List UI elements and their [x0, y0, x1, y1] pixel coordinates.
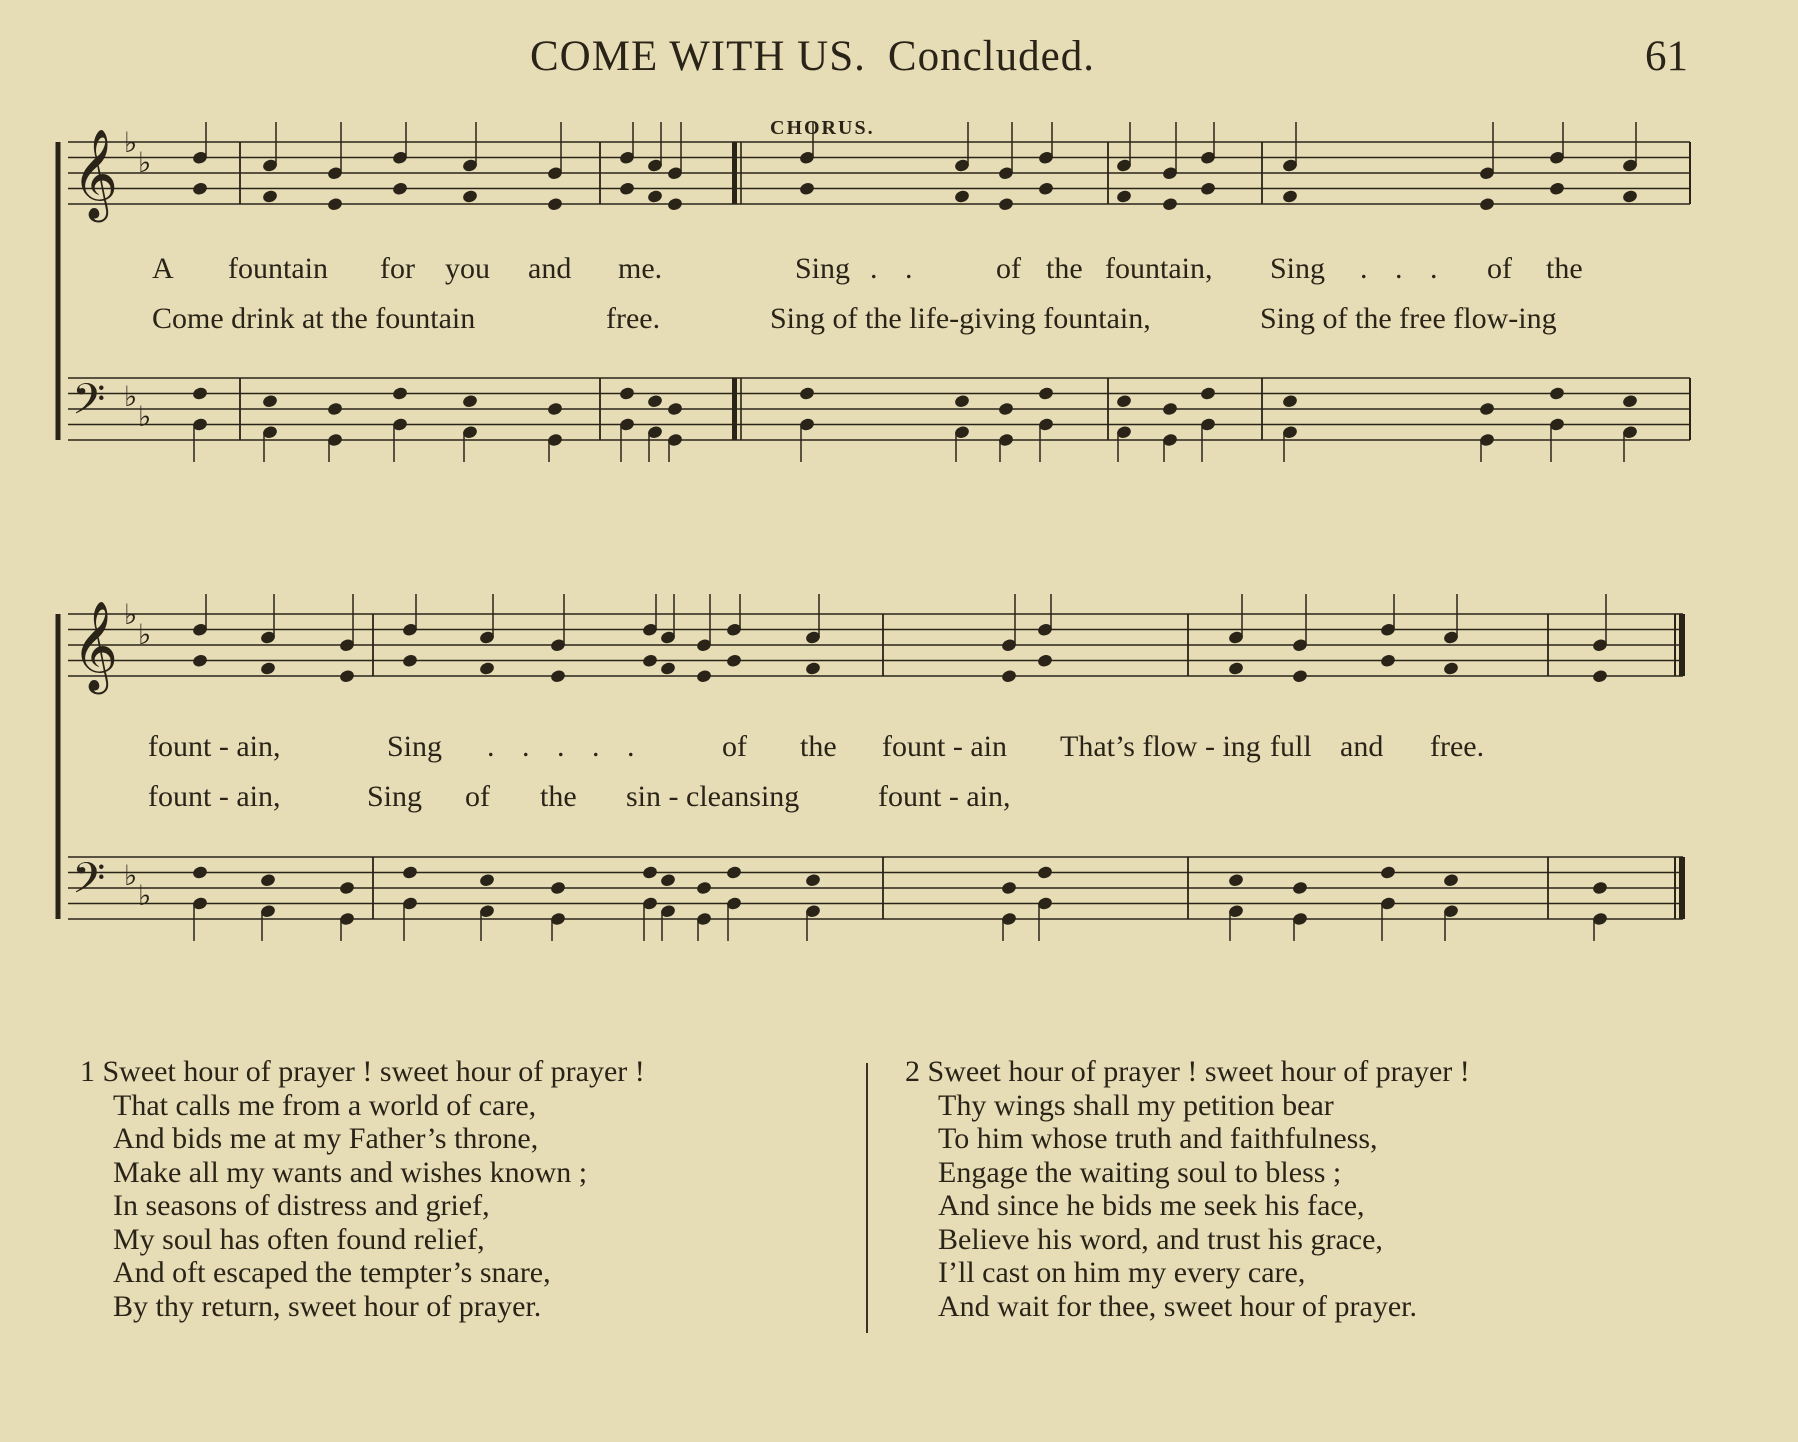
verse-2-line-5: And since he bids me seek his face,	[938, 1189, 1365, 1222]
note-head	[192, 653, 209, 668]
verse-2-line-7: I’ll cast on him my every care,	[938, 1256, 1306, 1289]
lyric-syllable: and	[1340, 730, 1384, 763]
note-head	[402, 865, 419, 880]
verse-2-line-8: And wait for thee, sweet hour of prayer.	[938, 1289, 1418, 1323]
lyric-syllable: .	[557, 730, 565, 763]
note-head	[667, 401, 684, 416]
lyric-syllable: of	[996, 252, 1021, 285]
note-head	[192, 865, 209, 880]
note-head	[998, 401, 1015, 416]
note-head	[550, 669, 567, 684]
lyric-syllable: and	[528, 252, 572, 285]
note-head	[1592, 669, 1609, 684]
lyric-syllable: .	[627, 730, 635, 763]
note-head	[392, 386, 409, 401]
lyric-syllable: the	[800, 730, 837, 763]
flat-icon: ♭	[138, 148, 152, 179]
note-head	[1549, 386, 1566, 401]
note-head	[998, 197, 1015, 212]
note-head	[392, 181, 409, 196]
lyric-syllable: .	[487, 730, 495, 763]
lyric-syllable: Sing	[1270, 252, 1326, 285]
song-subtitle: Concluded.	[887, 33, 1095, 80]
final-bar	[1679, 857, 1685, 919]
note-head	[1001, 880, 1018, 895]
lyric-syllable: Sing of the free flow-ing	[1260, 302, 1557, 335]
verse-1-line-6: My soul has often found relief,	[113, 1222, 485, 1256]
lyric-syllable: .	[1395, 252, 1403, 285]
note-head	[260, 661, 277, 676]
lyric-syllable: That’s flow - ing	[1060, 730, 1261, 763]
lyric-syllable: the	[1046, 252, 1083, 285]
note-head	[339, 669, 356, 684]
note-head	[1228, 873, 1245, 888]
note-head	[1479, 401, 1496, 416]
staves	[58, 128, 1690, 919]
note-head	[479, 661, 496, 676]
note-head	[642, 653, 659, 668]
verse-1-line-7: And oft escaped the tempter’s snare,	[113, 1256, 551, 1289]
note-head	[547, 401, 564, 416]
lyric-syllable: fount - ain,	[148, 780, 281, 813]
verse-divider	[866, 1063, 868, 1333]
note-head	[260, 873, 277, 888]
note-head	[1162, 401, 1179, 416]
lyric-syllable: .	[870, 252, 878, 285]
treble-clef-icon: 𝄞	[72, 130, 119, 217]
note-head	[339, 880, 356, 895]
verse-2	[905, 1055, 1470, 1323]
note-head	[726, 653, 743, 668]
verse-1	[80, 1055, 645, 1323]
note-head	[1038, 181, 1055, 196]
verse-2-line-1	[905, 1055, 1470, 1089]
note-head	[1292, 880, 1309, 895]
lyric-syllable: .	[592, 730, 600, 763]
verse-text: Sweet hour of prayer ! sweet hour of prayer !	[927, 1055, 1470, 1088]
note-head	[647, 394, 664, 409]
verse-2-line-2: Thy wings shall my petition bear	[938, 1088, 1334, 1122]
lyric-syllable: of	[465, 780, 490, 813]
note-head	[192, 386, 209, 401]
lyric-syllable: Sing of the life-giving fountain,	[770, 302, 1151, 335]
note-head	[799, 181, 816, 196]
note-head	[647, 189, 664, 204]
flat-icon: ♭	[138, 402, 152, 433]
note-head	[726, 865, 743, 880]
lyric-syllable: Come drink at the fountain	[152, 302, 476, 335]
lyric-syllable: fountain,	[1105, 252, 1213, 285]
note-head	[262, 189, 279, 204]
bass-clef-icon: 𝄢	[72, 377, 106, 434]
lyric-syllable: for	[380, 252, 415, 285]
note-head	[462, 189, 479, 204]
note-head	[1200, 181, 1217, 196]
verse-1-line-8: By thy return, sweet hour of prayer.	[113, 1289, 542, 1323]
lyric-syllable: sin - cleansing	[626, 780, 800, 813]
note-head	[1443, 661, 1460, 676]
note-head	[1443, 873, 1460, 888]
note-head	[660, 873, 677, 888]
lyric-syllable: fount - ain	[882, 730, 1007, 763]
note-head	[696, 669, 713, 684]
verse-text: Sweet hour of prayer ! sweet hour of prayer !	[102, 1055, 645, 1088]
flat-icon: ♭	[124, 861, 138, 892]
note-head	[1162, 197, 1179, 212]
lyric-syllable: of	[1487, 252, 1512, 285]
note-head	[1037, 865, 1054, 880]
note-head	[550, 880, 567, 895]
notes	[192, 122, 1639, 941]
note-head	[262, 394, 279, 409]
verse-1-line-2: That calls me from a world of care,	[113, 1088, 537, 1122]
note-head	[402, 653, 419, 668]
flat-icon: ♭	[138, 881, 152, 912]
note-head	[479, 873, 496, 888]
note-head	[619, 181, 636, 196]
verse-2-line-6: Believe his word, and trust his grace,	[938, 1222, 1383, 1256]
treble-clef-icon: 𝄞	[72, 602, 119, 689]
lyric-syllable: of	[722, 730, 747, 763]
lyric-syllable: the	[540, 780, 577, 813]
verse-2-line-3: To him whose truth and faithfulness,	[938, 1122, 1378, 1155]
note-head	[1282, 189, 1299, 204]
verse-1-line-5: In seasons of distress and grief,	[113, 1189, 490, 1222]
note-head	[1116, 394, 1133, 409]
flat-icon: ♭	[124, 128, 138, 159]
note-head	[1549, 181, 1566, 196]
note-head	[192, 181, 209, 196]
note-head	[1592, 880, 1609, 895]
lyric-syllable: free.	[606, 302, 661, 335]
verses-section	[0, 1055, 1798, 1345]
lyric-syllable: .	[522, 730, 530, 763]
lyric-syllable: .	[1430, 252, 1438, 285]
lyric-syllable: A	[152, 252, 174, 285]
lyric-syllable: fountain	[228, 252, 328, 285]
final-bar	[1679, 614, 1685, 676]
lyric-syllable: free.	[1430, 730, 1485, 763]
chorus-label: CHORUS.	[770, 117, 875, 139]
note-head	[547, 197, 564, 212]
note-head	[667, 197, 684, 212]
lyric-syllable: Sing	[387, 730, 443, 763]
lyric-syllable: full	[1270, 730, 1312, 763]
verse-2-line-4: Engage the waiting soul to bless ;	[938, 1155, 1342, 1189]
note-head	[642, 865, 659, 880]
note-head	[696, 880, 713, 895]
note-head	[799, 386, 816, 401]
lyric-syllable: fount - ain,	[878, 780, 1011, 813]
lyric-syllable: .	[905, 252, 913, 285]
flat-icon: ♭	[124, 600, 138, 631]
lyric-syllable: you	[445, 252, 490, 285]
lyric-syllable: me.	[618, 252, 663, 285]
lyric-syllable: .	[1360, 252, 1368, 285]
note-head	[1116, 189, 1133, 204]
note-head	[660, 661, 677, 676]
repeat-bar	[732, 142, 737, 204]
note-head	[1228, 661, 1245, 676]
note-head	[1200, 386, 1217, 401]
note-head	[805, 661, 822, 676]
note-head	[1380, 653, 1397, 668]
lyric-syllable: Sing	[795, 252, 851, 285]
bass-clef-icon: 𝄢	[72, 856, 106, 913]
song-title: COME WITH US.	[530, 33, 866, 80]
note-head	[954, 189, 971, 204]
verse-1-line-3: And bids me at my Father’s throne,	[113, 1122, 539, 1155]
note-head	[805, 873, 822, 888]
note-head	[1622, 394, 1639, 409]
note-head	[1037, 653, 1054, 668]
note-head	[462, 394, 479, 409]
flat-icon: ♭	[138, 620, 152, 651]
note-head	[1622, 189, 1639, 204]
note-head	[1292, 669, 1309, 684]
note-head	[619, 386, 636, 401]
verse-number: 1	[80, 1055, 95, 1088]
note-head	[1001, 669, 1018, 684]
note-head	[1380, 865, 1397, 880]
lyric-syllable: Sing	[367, 780, 423, 813]
lyric-syllable: fount - ain,	[148, 730, 281, 763]
verse-1-line-1	[80, 1055, 645, 1089]
repeat-bar	[732, 378, 737, 440]
lyric-syllable: the	[1546, 252, 1583, 285]
note-head	[327, 401, 344, 416]
note-head	[1038, 386, 1055, 401]
page-number: 61	[1645, 33, 1688, 80]
flat-icon: ♭	[124, 382, 138, 413]
note-head	[1282, 394, 1299, 409]
verse-1-line-4: Make all my wants and wishes known ;	[113, 1155, 588, 1189]
note-head	[327, 197, 344, 212]
verse-number: 2	[905, 1055, 920, 1088]
note-head	[1479, 197, 1496, 212]
note-head	[954, 394, 971, 409]
